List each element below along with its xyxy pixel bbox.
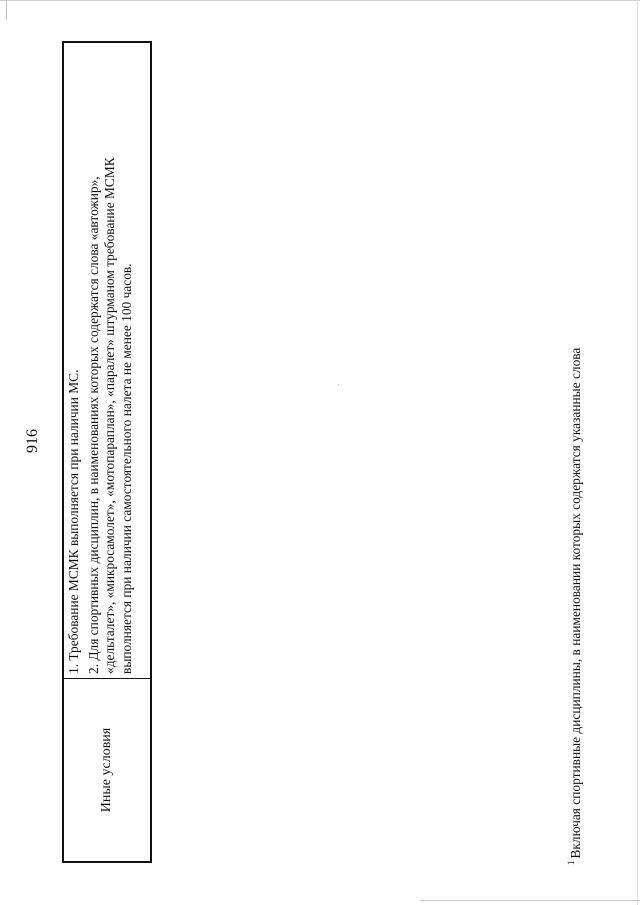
condition-item-2-line-1: 2. Для спортивных дисциплин, в наименованиях которых содержатся слова «автожир», (85, 176, 101, 674)
footnote-text: Включая спортивные дисциплины, в наименовании которых содержатся указанные слова (568, 347, 583, 859)
requirements-table (62, 41, 152, 863)
footnote (566, 348, 584, 865)
scan-speck (338, 384, 339, 385)
table-label-cell (64, 678, 150, 861)
footnote-marker: 1 (566, 860, 576, 865)
page-number: 916 (24, 429, 41, 453)
table-content-cell (64, 43, 150, 678)
condition-item-2-line-3: выполняется при наличии самостоятельного налета не менее 100 часов. (118, 263, 134, 674)
condition-item-2-line-2: «дельталет», «микросамолет», «мотопараплан», «паралет» штурманом требование МСМК (102, 157, 118, 674)
condition-item-1: 1. Требование МСМК выполняется при наличии МС. (66, 369, 81, 674)
table-label-text: Иные условия (99, 727, 114, 813)
